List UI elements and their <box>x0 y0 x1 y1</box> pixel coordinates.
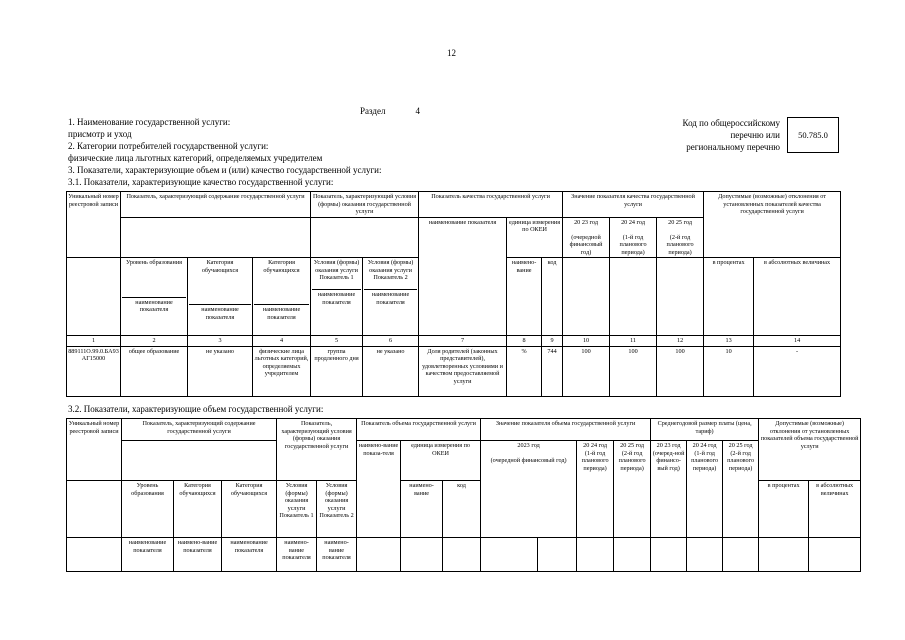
t1-col-12: 12 <box>657 336 704 347</box>
t2-h-fee: Среднегодовой размер платы (цена, тариф) <box>651 419 759 441</box>
t1-col-7: 7 <box>419 336 507 347</box>
volume-table <box>66 418 861 572</box>
t2-sub-name-4: наимено-вание показателя <box>277 538 317 572</box>
t1-h-unique: Уникальный номер реестровой записи <box>67 192 121 258</box>
code-label-2: перечню или <box>730 130 780 140</box>
code-label-1: Код по общероссийскому <box>682 118 780 128</box>
t2-h-deviation: Допустимые (возможные) отклонения от установленных показателей объема государственной услуги <box>759 419 861 481</box>
t2-h-conditions: Показатель, характеризующий условия (формы) оказания государственной услуги <box>277 419 357 481</box>
t1-year-1: 20 23 год (очередной финансовый год) <box>563 217 610 258</box>
t1-sub-cond1: Условия (формы) оказания услуги Показатель 1 наименование показателя <box>311 258 363 336</box>
t1-col-14: 14 <box>754 336 841 347</box>
t1-col-2: 2 <box>121 336 188 347</box>
code-label-3: региональному перечню <box>686 142 780 152</box>
t1-h-unit-code: код <box>542 258 563 336</box>
consumer-category-label: 2. Категории потребителей государственной услуги: <box>68 141 269 151</box>
t1-h-absolute: в абсолютных величинах <box>754 258 841 336</box>
t1-col-4: 4 <box>253 336 311 347</box>
indicators-heading: 3. Показатели, характеризующие объем и (или) качество государственной услуги: <box>68 165 382 175</box>
t2-sub-name-1: наименование показателя <box>122 538 174 572</box>
t2-fyear-2: 20 24 год (1-й год планового периода) <box>687 441 723 538</box>
t1-col-13: 13 <box>704 336 754 347</box>
t1-h-conditions: Показатель, характеризующий условия (формы) оказания государственной услуги <box>311 192 419 218</box>
service-name-value: присмотр и уход <box>68 129 132 139</box>
t1-col-10: 10 <box>563 336 610 347</box>
t1-sub-level: Уровень образования наименование показателя <box>121 258 188 336</box>
t1-h-unit: единица измерения по ОКЕИ <box>507 217 563 258</box>
t1-col-11: 11 <box>610 336 657 347</box>
t2-fyear-1: 20 23 год (очеред-ной финансо-вый год) <box>651 441 687 538</box>
t2-h-content: Показатель, характеризующий содержание государственной услуги <box>122 419 277 441</box>
t2-sub-cat2: Категория обучающихся <box>222 481 277 538</box>
t1-col-1: 1 <box>67 336 121 347</box>
t2-h-absolute: в абсолютных величинах <box>809 481 861 538</box>
t1-h-value: Значение показателя качества государственной услуги <box>563 192 704 218</box>
t2-h-unique: Уникальный номер реестровой записи <box>67 419 122 481</box>
quality-heading: 3.1. Показатели, характеризующие качество государственной услуги: <box>68 177 334 187</box>
t1-col-5: 5 <box>311 336 363 347</box>
t2-vyear-3: 20 25 год (2-й год планового периода) <box>614 441 651 538</box>
t2-h-name: наимено-вание показа-теля <box>357 441 401 538</box>
t1-cell-indicator: Доля родителей (законных представителей), удовлетворенных условиями и качеством предоставляемой услуги <box>419 346 507 396</box>
t1-h-deviation: Допустимые (возможные) отклонения от установленных показателей качества государственной услуги <box>704 192 841 258</box>
t2-sub-level: Уровень образования <box>122 481 174 538</box>
t1-cell-percent: 10 <box>704 346 754 396</box>
t1-col-9: 9 <box>542 336 563 347</box>
quality-table <box>66 191 841 397</box>
t1-col-8: 8 <box>507 336 542 347</box>
code-value-box: 50.785.0 <box>787 117 839 153</box>
t1-sub-cat1: Категория обучающихся наименование показателя <box>188 258 253 336</box>
page-number: 12 <box>447 48 456 58</box>
t1-col-3: 3 <box>188 336 253 347</box>
t1-h-percent: в процентах <box>704 258 754 336</box>
t1-cell-absolute: - <box>754 346 841 396</box>
t1-year-3: 20 25 год (2-й год планового периода) <box>657 217 704 258</box>
t1-col-6: 6 <box>363 336 419 347</box>
t1-year-2: 20 24 год (1-й год планового периода) <box>610 217 657 258</box>
t2-fyear-3: 20 25 год (2-й год планового периода) <box>723 441 759 538</box>
t2-h-unit-name: наимено-вание <box>401 481 443 538</box>
t1-cell-cond2: не указано <box>363 346 419 396</box>
t1-sub-cat2: Категория обучающихся наименование показателя <box>253 258 311 336</box>
t1-h-unit-name: наимено-вание <box>507 258 542 336</box>
t1-cell-cat1: не указано <box>188 346 253 396</box>
t2-h-unit: единица измерения по ОКЕИ <box>401 441 481 481</box>
t1-cell-level: общее образование <box>121 346 188 396</box>
service-name-label: 1. Наименование государственной услуги: <box>68 117 231 127</box>
t2-vyear-2: 20 24 год (1-й год планового периода) <box>577 441 614 538</box>
t2-sub-cond1: Условия (формы) оказания услуги Показатель 1 <box>277 481 317 538</box>
table-row <box>67 346 841 396</box>
t1-cell-cat2: физические лица льготных категорий, определяемых учредителем <box>253 346 311 396</box>
t2-sub-cond2: Условия (формы) оказания услуги Показатель 2 <box>317 481 357 538</box>
t1-h-content: Показатель, характеризующий содержание государственной услуги <box>121 192 311 218</box>
t1-cell-registry: 889111О.99.0.БА93АГ15000 <box>67 346 121 396</box>
section-label: Раздел <box>360 106 386 116</box>
t1-cell-cond1: группа продленного дня <box>311 346 363 396</box>
t2-sub-name-3: наименование показателя <box>222 538 277 572</box>
section-title <box>360 106 420 116</box>
t1-sub-cond2: Условия (формы) оказания услуги Показатель 2 наименование показателя <box>363 258 419 336</box>
consumer-category-value: физические лица льготных категорий, определяемых учредителем <box>68 153 323 163</box>
t1-cell-unit: % <box>507 346 542 396</box>
t1-cell-y1: 100 <box>563 346 610 396</box>
t2-sub-cat1: Категория обучающихся <box>174 481 222 538</box>
t2-h-unit-code: код <box>443 481 481 538</box>
t2-sub-name-2: наимено-вание показателя <box>174 538 222 572</box>
t1-h-name: наименование показателя <box>419 217 507 336</box>
t1-cell-y2: 100 <box>610 346 657 396</box>
t1-cell-code: 744 <box>542 346 563 396</box>
t2-h-volume: Показатель объема государственной услуги <box>357 419 481 441</box>
volume-heading: 3.2. Показатели, характеризующие объем государственной услуги: <box>68 404 324 414</box>
t2-vyear-1: 2023 год (очередной финансовый год) <box>481 441 577 538</box>
t2-sub-name-5: наимено-вание показателя <box>317 538 357 572</box>
section-number: 4 <box>415 106 420 116</box>
t2-h-value: Значение показателя объема государственной услуги <box>481 419 651 441</box>
t1-cell-y3: 100 <box>657 346 704 396</box>
t2-h-percent: в процентах <box>759 481 809 538</box>
t1-h-quality: Показатель качества государственной услуги <box>419 192 563 218</box>
